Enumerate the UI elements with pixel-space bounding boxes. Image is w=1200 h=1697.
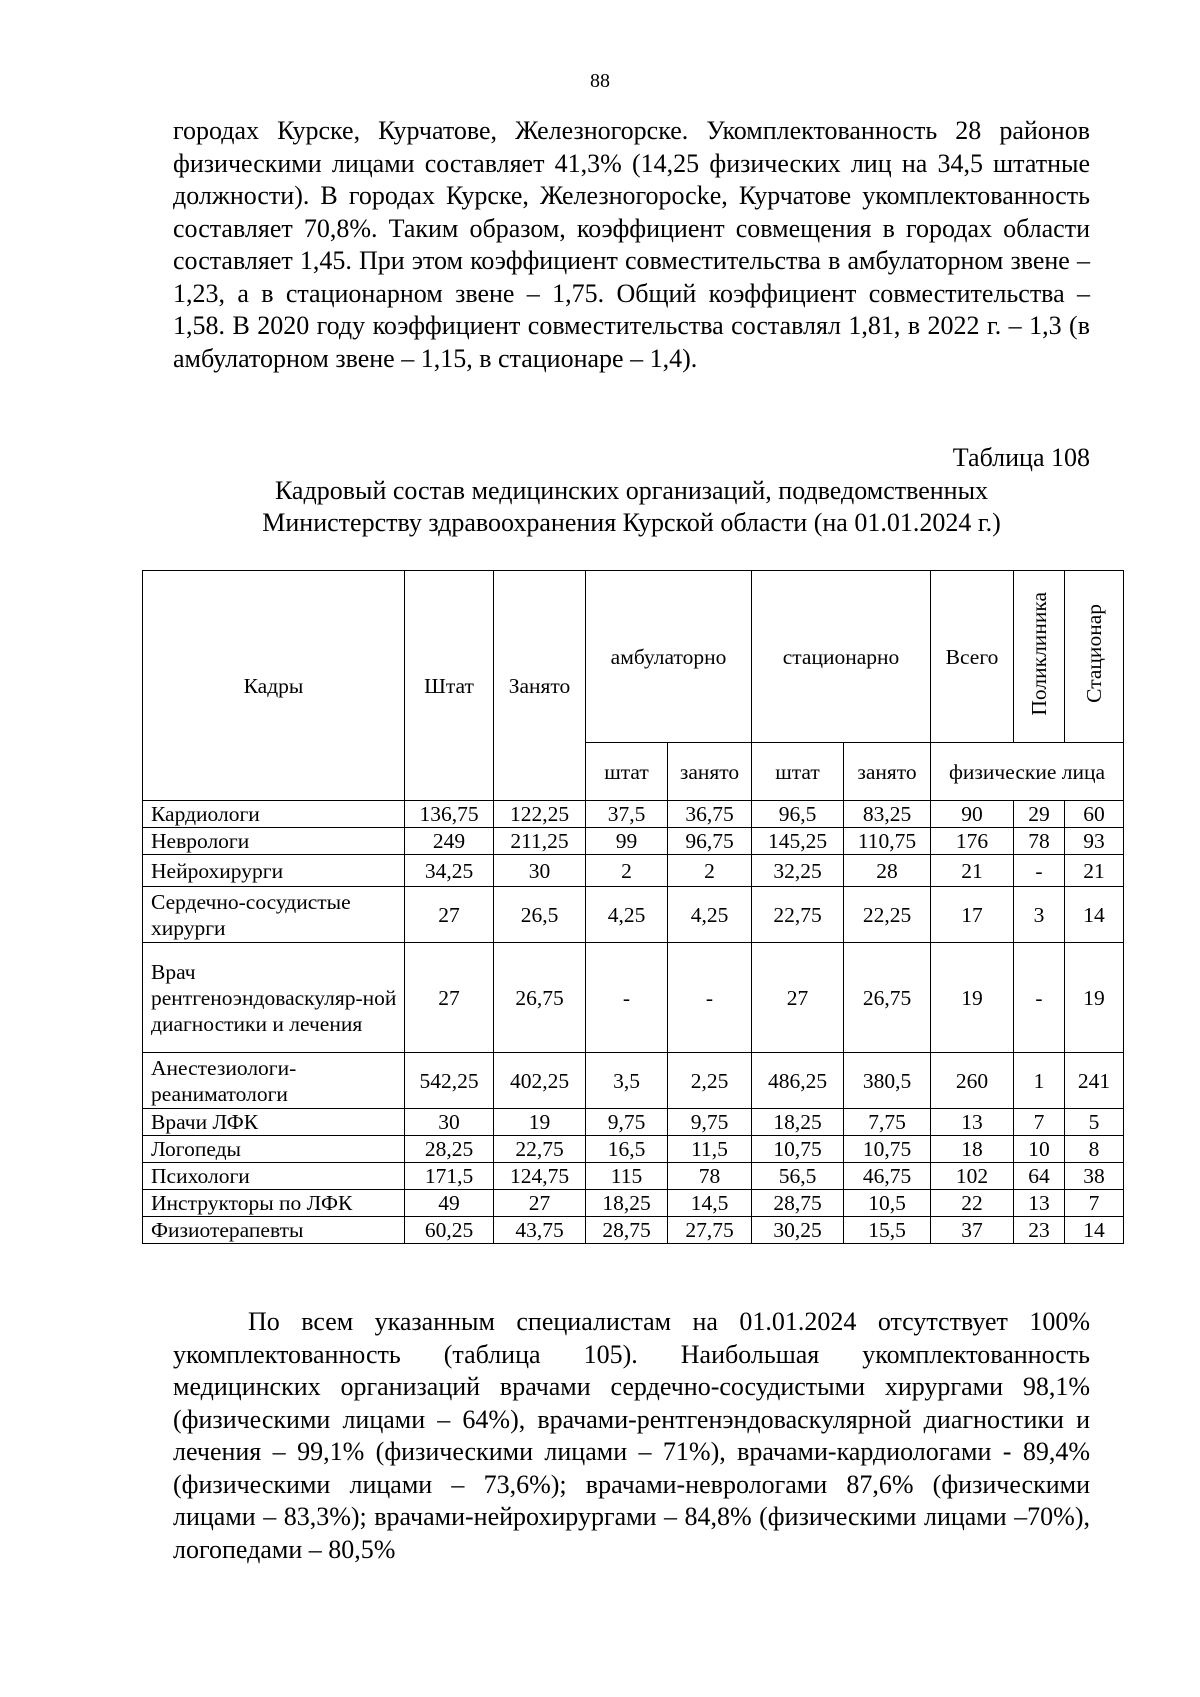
table-row [143,828,1124,855]
row-value-cell: 30 [405,1109,494,1136]
row-value-cell: 176 [931,828,1014,855]
row-value-cell: 21 [931,855,1014,887]
header-zanyato: Занято [494,571,586,801]
table-row [143,1136,1124,1163]
row-value-cell: 27,75 [668,1217,752,1244]
row-value-cell: 19 [931,943,1014,1053]
row-value-cell: 99 [586,828,668,855]
row-value-cell: 2 [668,855,752,887]
row-value-cell: 28,75 [586,1217,668,1244]
row-value-cell: 22,75 [752,887,844,943]
row-value-cell: 60 [1065,801,1124,828]
row-value-cell: 21 [1065,855,1124,887]
table-header-row [143,571,1124,743]
row-value-cell: 49 [405,1190,494,1217]
row-value-cell: - [1014,855,1065,887]
row-value-cell: 17 [931,887,1014,943]
row-value-cell: 43,75 [494,1217,586,1244]
row-value-cell: 2 [586,855,668,887]
table-caption [173,475,1090,539]
row-name-cell: Физиотерапевты [143,1217,405,1244]
row-value-cell: 28,25 [405,1136,494,1163]
table-row [143,1053,1124,1109]
closing-paragraph: По всем указанным специалистам на 01.01.2024 отсутствует 100% укомплектованность (таблица 105). Наибольшая укомплектованность медицинских организаций врачами сердечно-сосудистыми хирургами 98,1% (физическими лицами – 64%), врачами-рентгенэндоваскулярной диагностики и лечения – 99,1% (физическими лицами – 71%), врачами-кардиологами - 89,4% (физическими лицами – 73,6%); врачами-неврологами 87,6% (физическими лицами – 83,3%); врачами-нейрохирургами – 84,8% (физическими лицами –70%), логопедами – 80,5% [173,1307,1090,1564]
row-value-cell: 27 [405,943,494,1053]
row-value-cell: 96,75 [668,828,752,855]
row-value-cell: 13 [931,1109,1014,1136]
row-value-cell: 3,5 [586,1053,668,1109]
row-value-cell: 10 [1014,1136,1065,1163]
row-value-cell: 14 [1065,887,1124,943]
row-value-cell: 486,25 [752,1053,844,1109]
row-value-cell: 9,75 [586,1109,668,1136]
row-value-cell: 10,5 [844,1190,931,1217]
row-value-cell: 22,75 [494,1136,586,1163]
row-value-cell: - [586,943,668,1053]
row-value-cell: 96,5 [752,801,844,828]
row-value-cell: 15,5 [844,1217,931,1244]
row-value-cell: 171,5 [405,1163,494,1190]
row-value-cell: 102 [931,1163,1014,1190]
header-ambulatorno: амбулаторно [586,571,752,743]
row-name-cell: Врач рентгеноэндоваскуляр-ной диагностики и лечения [143,943,405,1053]
row-value-cell: 1 [1014,1053,1065,1109]
row-name-cell: Сердечно-сосудистые хирурги [143,887,405,943]
subheader-fizicheskie-litsa: физические лица [931,743,1124,801]
row-value-cell: 19 [494,1109,586,1136]
row-name-cell: Неврологи [143,828,405,855]
header-statsionarno: стационарно [752,571,931,743]
row-value-cell: 30 [494,855,586,887]
row-value-cell: 2,25 [668,1053,752,1109]
row-value-cell: 9,75 [668,1109,752,1136]
row-value-cell: 32,25 [752,855,844,887]
table-caption-line: Министерству здравоохранения Курской области (на 01.01.2024 г.) [262,508,1001,537]
row-value-cell: 83,25 [844,801,931,828]
table-label: Таблица 108 [952,443,1090,472]
row-value-cell: 19 [1065,943,1124,1053]
row-name-cell: Логопеды [143,1136,405,1163]
row-value-cell: 37,5 [586,801,668,828]
row-value-cell: 22,25 [844,887,931,943]
row-value-cell: 34,25 [405,855,494,887]
row-value-cell: 8 [1065,1136,1124,1163]
row-value-cell: 3 [1014,887,1065,943]
row-value-cell: 26,5 [494,887,586,943]
row-value-cell: 27 [494,1190,586,1217]
row-value-cell: 37 [931,1217,1014,1244]
row-value-cell: 7 [1014,1109,1065,1136]
row-value-cell: 64 [1014,1163,1065,1190]
row-value-cell: 4,25 [586,887,668,943]
subheader-stat-zanyato: занято [844,743,931,801]
row-value-cell: 10,75 [844,1136,931,1163]
row-value-cell: 380,5 [844,1053,931,1109]
subheader-amb-shtat: штат [586,743,668,801]
table-row [143,887,1124,943]
header-shtat: Штат [405,571,494,801]
subheader-amb-zanyato: занято [668,743,752,801]
row-value-cell: 78 [1014,828,1065,855]
row-value-cell: 16,5 [586,1136,668,1163]
row-value-cell: 28 [844,855,931,887]
row-value-cell: 38 [1065,1163,1124,1190]
intro-paragraph: городах Курске, Курчатове, Железногорске. Укомплектованность 28 районов физическими лицами составляет 41,3% (14,25 физических лиц на 34,5 штатные должности). В городах Курске, Железногоросke, Курчатове укомплектованность составляет 70,8%. Таким образом, коэффициент совмещения в городах области составляет 1,45. При этом коэффициент совместительства в амбулаторном звене – 1,23, а в стационарном звене – 1,75. Общий коэффициент совместительства – 1,58. В 2020 году коэффициент совместительства составлял 1,81, в 2022 г. – 1,3 (в амбулаторном звене – 1,15, в стационаре – 1,4). [173,116,1090,373]
row-value-cell: 18,25 [752,1109,844,1136]
row-name-cell: Нейрохирурги [143,855,405,887]
table-row [143,801,1124,828]
row-value-cell: 124,75 [494,1163,586,1190]
table-row [143,1163,1124,1190]
header-statsionar-text: Стационар [1082,604,1107,703]
table-row [143,943,1124,1053]
table-row [143,1190,1124,1217]
row-value-cell: 23 [1014,1217,1065,1244]
row-name-cell: Врачи ЛФК [143,1109,405,1136]
row-value-cell: 60,25 [405,1217,494,1244]
row-value-cell: 10,75 [752,1136,844,1163]
header-vsego: Всего [931,571,1014,743]
staff-table [142,570,1124,1244]
row-value-cell: 14 [1065,1217,1124,1244]
row-value-cell: 26,75 [844,943,931,1053]
row-value-cell: 241 [1065,1053,1124,1109]
row-value-cell: 36,75 [668,801,752,828]
row-value-cell: 27 [405,887,494,943]
row-value-cell: 26,75 [494,943,586,1053]
row-value-cell: 30,25 [752,1217,844,1244]
row-value-cell: 402,25 [494,1053,586,1109]
row-value-cell: 22 [931,1190,1014,1217]
row-value-cell: 115 [586,1163,668,1190]
row-value-cell: 56,5 [752,1163,844,1190]
row-value-cell: 7,75 [844,1109,931,1136]
row-value-cell: 78 [668,1163,752,1190]
row-value-cell: 5 [1065,1109,1124,1136]
table-row [143,855,1124,887]
subheader-stat-shtat: штат [752,743,844,801]
row-value-cell: 29 [1014,801,1065,828]
row-value-cell: - [1014,943,1065,1053]
row-value-cell: 28,75 [752,1190,844,1217]
row-value-cell: 260 [931,1053,1014,1109]
table-row [143,1217,1124,1244]
row-value-cell: 27 [752,943,844,1053]
row-value-cell: 145,25 [752,828,844,855]
row-value-cell: 13 [1014,1190,1065,1217]
header-kadry: Кадры [143,571,405,801]
row-value-cell: 136,75 [405,801,494,828]
row-value-cell: 110,75 [844,828,931,855]
row-value-cell: 18 [931,1136,1014,1163]
row-name-cell: Кардиологи [143,801,405,828]
page-number: 88 [590,70,610,92]
row-name-cell: Инструкторы по ЛФК [143,1190,405,1217]
table-row [143,1109,1124,1136]
row-value-cell: 122,25 [494,801,586,828]
header-statsionar [1065,571,1124,743]
row-value-cell: 93 [1065,828,1124,855]
row-value-cell: 211,25 [494,828,586,855]
header-poliklinika-text: Поликлиника [1027,591,1052,716]
row-value-cell: - [668,943,752,1053]
row-value-cell: 542,25 [405,1053,494,1109]
row-value-cell: 7 [1065,1190,1124,1217]
header-poliklinika [1014,571,1065,743]
row-value-cell: 14,5 [668,1190,752,1217]
row-value-cell: 46,75 [844,1163,931,1190]
row-value-cell: 249 [405,828,494,855]
table-body [143,801,1124,1244]
row-value-cell: 90 [931,801,1014,828]
row-value-cell: 11,5 [668,1136,752,1163]
row-value-cell: 18,25 [586,1190,668,1217]
row-name-cell: Психологи [143,1163,405,1190]
row-name-cell: Анестезиологи-реаниматологи [143,1053,405,1109]
table-caption-line: Кадровый состав медицинских организаций, подведомственных [274,476,989,505]
row-value-cell: 4,25 [668,887,752,943]
